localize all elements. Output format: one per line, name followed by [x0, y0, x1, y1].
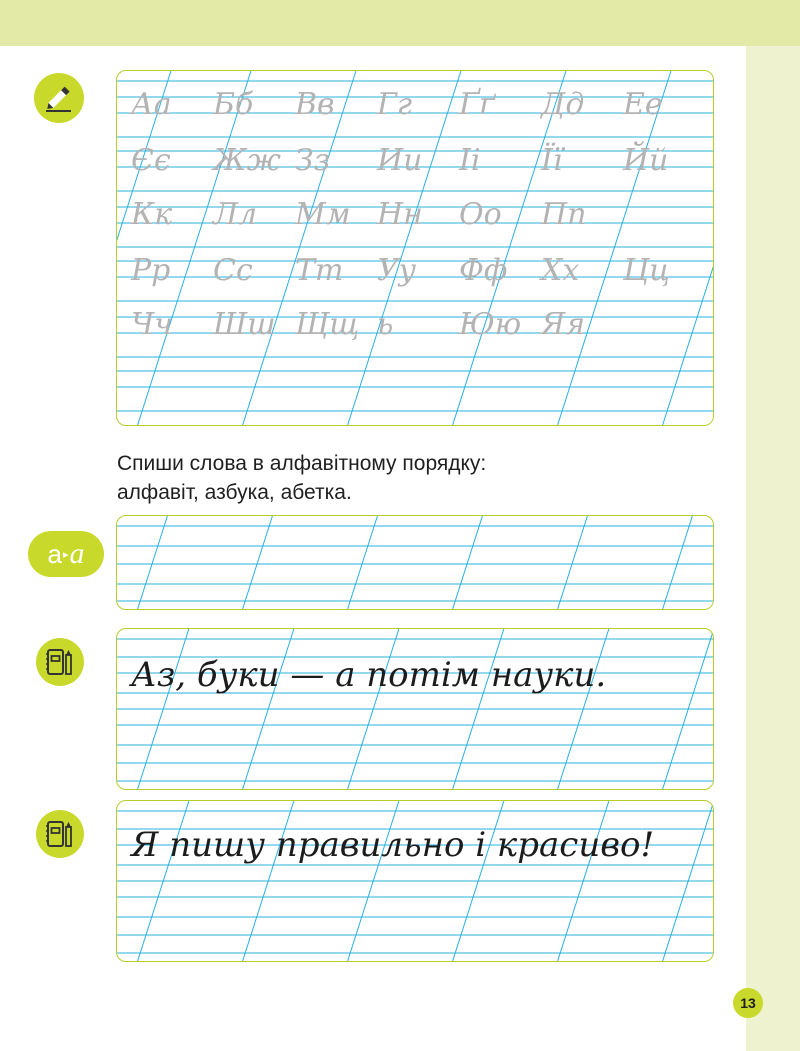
- cursive-letter: а: [69, 537, 85, 570]
- top-band: [0, 0, 800, 46]
- ruling-line: [452, 71, 566, 426]
- arrow-right-icon: ▸: [62, 548, 69, 561]
- ruling-line: [242, 71, 356, 426]
- ruling-line: [662, 71, 714, 426]
- alphabet-letter-pair: Оо: [459, 197, 502, 232]
- alphabet-lined-box: [116, 70, 714, 426]
- alphabet-letter-pair: Лл: [213, 197, 258, 232]
- alphabet-letter-pair: Нн: [377, 197, 423, 232]
- copy-exercise-box-2[interactable]: [116, 800, 714, 962]
- alphabet-letter-pair: Юю: [459, 307, 522, 342]
- ruling-line: [347, 71, 461, 426]
- empty-writing-box[interactable]: [116, 515, 714, 610]
- alphabet-letter-pair: Хх: [541, 253, 580, 288]
- side-margin-band: [746, 46, 800, 1051]
- alphabet-letter-pair: Кк: [131, 197, 173, 232]
- copy-exercise-box-1[interactable]: [116, 628, 714, 790]
- print-to-cursive-icon: [28, 531, 104, 577]
- alphabet-letter-pair: Шш: [213, 307, 276, 342]
- instruction-line-1: Спиши слова в алфавітному порядку:: [117, 452, 487, 475]
- alphabet-ruling: [117, 71, 714, 426]
- instruction-line-2: алфавіт, азбука, абетка.: [117, 481, 352, 504]
- notebook-pencil-icon: [36, 810, 84, 858]
- alphabet-letter-pair: Іі: [459, 143, 481, 178]
- alphabet-letter-pair: Ее: [623, 87, 663, 122]
- alphabet-letter-pair: Пп: [541, 197, 587, 232]
- copy-sample-text-2: Я пишу правильно і красиво!: [131, 825, 655, 865]
- page-number: 13: [733, 988, 763, 1018]
- alphabet-letter-pair: Уу: [377, 253, 417, 288]
- ruling-line: [557, 71, 671, 426]
- instruction-text: [117, 449, 737, 507]
- alphabet-letter-pair: Аа: [131, 87, 172, 122]
- alphabet-letter-pair: Жж: [213, 143, 281, 178]
- copy-sample-text-1: Аз, буки — а потім науки.: [131, 655, 607, 695]
- alphabet-letter-pair: Фф: [459, 253, 508, 288]
- alphabet-letter-pair: Щщ: [295, 307, 360, 342]
- alphabet-letter-pair: Вв: [295, 87, 335, 122]
- ruling-line: [347, 516, 377, 610]
- writing-ruling: [117, 516, 714, 610]
- alphabet-letter-pair: Мм: [295, 197, 351, 232]
- alphabet-letter-pair: Тт: [295, 253, 344, 288]
- alphabet-letter-pair: Йй: [623, 143, 669, 178]
- print-letter: а: [47, 538, 62, 569]
- ruling-line: [662, 516, 692, 610]
- alphabet-letter-pair: Яя: [541, 307, 586, 342]
- alphabet-letter-pair: Чч: [131, 307, 173, 342]
- ruling-line: [452, 516, 482, 610]
- alphabet-letter-pair: Дд: [541, 87, 585, 122]
- alphabet-letter-pair: Сс: [213, 253, 253, 288]
- ruling-line: [117, 71, 171, 426]
- writing-ruling: [117, 629, 714, 790]
- alphabet-letter-pair: Єє: [131, 143, 171, 178]
- ruling-line: [557, 516, 587, 610]
- ruling-line: [137, 516, 167, 610]
- alphabet-letter-pair: ь: [377, 307, 394, 342]
- notebook-pencil-icon: [36, 638, 84, 686]
- alphabet-letter-pair: Гг: [377, 87, 413, 122]
- alphabet-letter-pair: Бб: [213, 87, 254, 122]
- alphabet-letter-pair: Ґґ: [459, 87, 496, 122]
- alphabet-letter-pair: Цц: [623, 253, 671, 288]
- alphabet-letter-pair: Ии: [377, 143, 423, 178]
- alphabet-letter-pair: Зз: [295, 143, 331, 178]
- alphabet-letter-pair: Рр: [131, 253, 171, 288]
- pencil-icon: [34, 73, 84, 123]
- ruling-line: [242, 516, 272, 610]
- alphabet-letter-pair: Її: [541, 143, 563, 178]
